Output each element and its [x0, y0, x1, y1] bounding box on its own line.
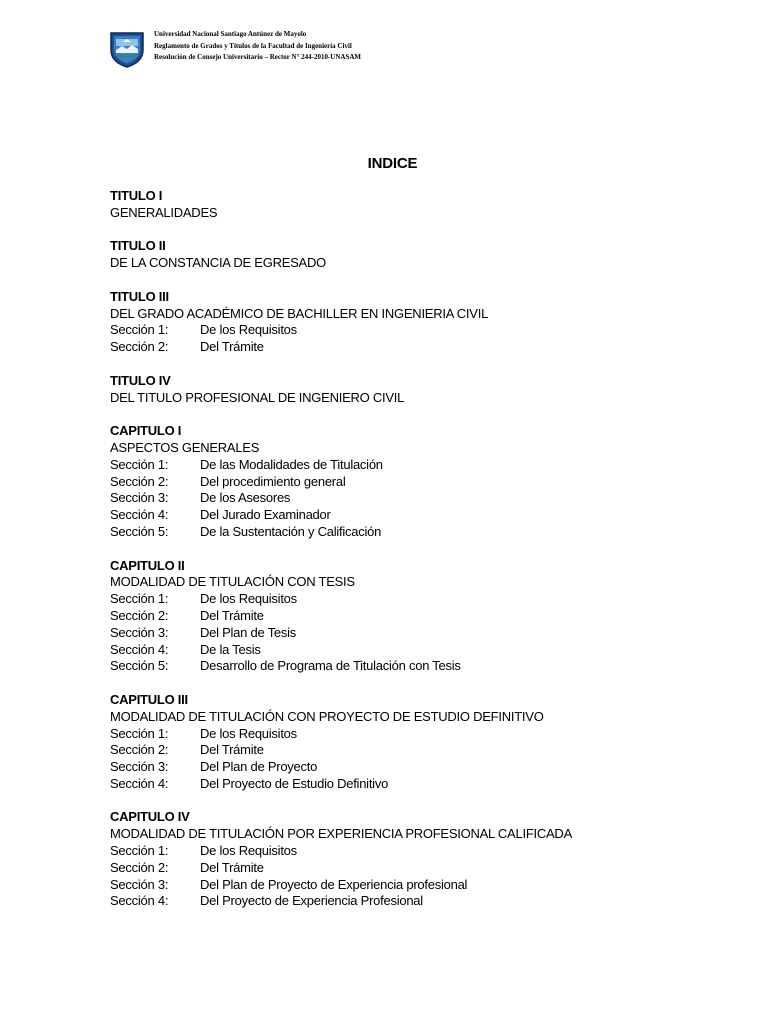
section-title: Del Trámite	[200, 339, 264, 355]
section-title: Del Trámite	[200, 607, 264, 623]
toc-heading: CAPITULO II	[110, 557, 185, 573]
toc-block	[110, 238, 750, 272]
page-title: INDICE	[367, 155, 418, 172]
section-title: De los Requisitos	[200, 725, 297, 741]
toc-block	[110, 809, 750, 910]
section-label: Sección 5:	[110, 523, 169, 539]
section-title: Del Trámite	[200, 742, 264, 758]
table-of-contents	[110, 188, 750, 927]
toc-section-row	[110, 457, 750, 474]
toc-block	[110, 558, 750, 676]
section-label: Sección 2:	[110, 339, 169, 355]
header-text	[154, 29, 361, 64]
toc-subtitle: MODALIDAD DE TITULACIÓN CON TESIS	[110, 574, 355, 590]
section-title: Del procedimiento general	[200, 473, 346, 489]
section-title: De los Requisitos	[200, 843, 297, 859]
section-title: Del Plan de Proyecto	[200, 759, 318, 775]
section-title: De la Tesis	[200, 641, 261, 657]
section-label: Sección 4:	[110, 775, 169, 791]
header-regulation: Reglamento de Grados y Títulos de la Facultad de Ingeniería Civil	[154, 41, 352, 50]
header-resolution: Resolución de Consejo Universitario – Rector N° 244-2010-UNASAM	[154, 53, 362, 61]
section-label: Sección 3:	[110, 759, 169, 775]
section-label: Sección 2:	[110, 607, 169, 623]
toc-heading: TITULO II	[110, 238, 166, 254]
section-title: De los Asesores	[200, 490, 291, 506]
section-title: Del Plan de Proyecto de Experiencia profesional	[200, 876, 468, 892]
section-title: Del Plan de Tesis	[200, 624, 296, 640]
toc-heading: TITULO I	[110, 188, 163, 203]
section-label: Sección 3:	[110, 876, 169, 892]
toc-section-row	[110, 742, 750, 759]
section-title: De la Sustentación y Calificación	[200, 523, 382, 539]
toc-heading: TITULO IV	[110, 372, 171, 388]
toc-section-row	[110, 507, 750, 524]
section-label: Sección 4:	[110, 641, 169, 657]
section-label: Sección 2:	[110, 473, 169, 489]
toc-heading: CAPITULO I	[110, 423, 182, 439]
section-title: De las Modalidades de Titulación	[200, 456, 383, 472]
section-label: Sección 3:	[110, 624, 169, 640]
page-header	[106, 28, 506, 70]
toc-subtitle: MODALIDAD DE TITULACIÓN CON PROYECTO DE ESTUDIO DEFINITIVO	[110, 708, 544, 724]
toc-heading: TITULO III	[110, 288, 169, 304]
toc-block	[110, 373, 750, 407]
section-label: Sección 3:	[110, 490, 169, 506]
toc-section-row	[110, 642, 750, 659]
section-label: Sección 5:	[110, 658, 169, 674]
toc-subtitle: DEL TITULO PROFESIONAL DE INGENIERO CIVIL	[110, 389, 405, 405]
toc-section-row	[110, 339, 750, 356]
section-title: Del Jurado Examinador	[200, 507, 331, 523]
toc-section-row	[110, 524, 750, 541]
toc-section-row	[110, 843, 750, 860]
section-title: Del Proyecto de Estudio Definitivo	[200, 775, 389, 791]
toc-section-row	[110, 759, 750, 776]
toc-section-row	[110, 726, 750, 743]
toc-section-row	[110, 776, 750, 793]
toc-section-row	[110, 591, 750, 608]
toc-section-row	[110, 322, 750, 339]
toc-subtitle: DEL GRADO ACADÉMICO DE BACHILLER EN INGENIERIA CIVIL	[110, 305, 489, 321]
toc-block	[110, 289, 750, 356]
toc-section-row	[110, 608, 750, 625]
section-label: Sección 1:	[110, 591, 169, 607]
section-title: De los Requisitos	[200, 322, 297, 338]
toc-subtitle: DE LA CONSTANCIA DE EGRESADO	[110, 255, 326, 271]
toc-block	[110, 692, 750, 793]
section-label: Sección 1:	[110, 456, 169, 472]
toc-section-row	[110, 877, 750, 894]
header-university: Universidad Nacional Santiago Antúnez de Mayolo	[154, 30, 307, 38]
toc-section-row	[110, 658, 750, 675]
toc-subtitle: GENERALIDADES	[110, 204, 218, 220]
section-title: Del Trámite	[200, 859, 264, 875]
university-shield-icon	[108, 30, 146, 68]
section-label: Sección 2:	[110, 742, 169, 758]
toc-subtitle: ASPECTOS GENERALES	[110, 439, 260, 455]
section-title: De los Requisitos	[200, 591, 297, 607]
toc-heading: CAPITULO III	[110, 691, 188, 707]
section-label: Sección 1:	[110, 843, 169, 859]
toc-heading: CAPITULO IV	[110, 809, 190, 825]
section-label: Sección 2:	[110, 859, 169, 875]
section-label: Sección 1:	[110, 725, 169, 741]
toc-block	[110, 423, 750, 541]
toc-section-row	[110, 625, 750, 642]
section-title: Del Proyecto de Experiencia Profesional	[200, 893, 423, 909]
section-label: Sección 4:	[110, 507, 169, 523]
toc-section-row	[110, 860, 750, 877]
section-title: Desarrollo de Programa de Titulación con Tesis	[200, 658, 461, 674]
toc-section-row	[110, 490, 750, 507]
toc-section-row	[110, 474, 750, 491]
section-label: Sección 4:	[110, 893, 169, 909]
toc-section-row	[110, 893, 750, 910]
section-label: Sección 1:	[110, 322, 169, 338]
toc-subtitle: MODALIDAD DE TITULACIÓN POR EXPERIENCIA PROFESIONAL CALIFICADA	[110, 826, 572, 842]
toc-block	[110, 188, 750, 222]
